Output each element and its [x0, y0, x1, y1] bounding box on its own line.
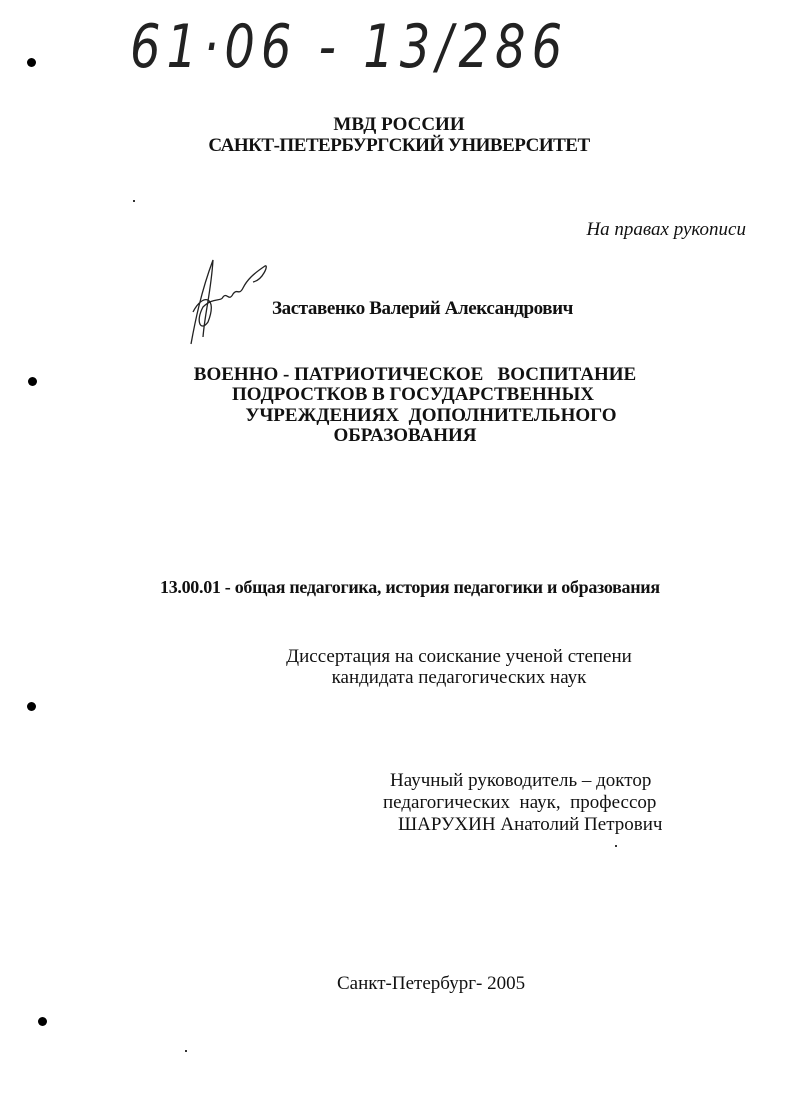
binding-hole-dot — [38, 1017, 47, 1026]
degree-line2: кандидата педагогических наук — [331, 667, 587, 688]
specialty-code: 13.00.01 - общая педагогика, история педагогики и образования — [160, 577, 660, 597]
title-line-4: ОБРАЗОВАНИЯ — [333, 425, 477, 446]
supervisor-line1: Научный руководитель – доктор — [390, 770, 652, 791]
degree-line1: Диссертация на соискание ученой степени — [286, 646, 632, 667]
manuscript-note: На правах рукописи — [586, 219, 746, 240]
handwritten-archive-number: 61·06 - 13/286 — [130, 12, 569, 82]
scan-speck — [185, 1050, 187, 1052]
title-line-3: УЧРЕЖДЕНИЯХ ДОПОЛНИТЕЛЬНОГО — [245, 405, 617, 426]
title-line-1: ВОЕННО - ПАТРИОТИЧЕСКОЕ ВОСПИТАНИЕ — [193, 364, 637, 385]
supervisor-name: ШАРУХИН Анатолий Петрович — [398, 814, 663, 835]
author-name: Заставенко Валерий Александрович — [272, 298, 573, 319]
scan-speck — [133, 200, 135, 202]
title-line-2: ПОДРОСТКОВ В ГОСУДАРСТВЕННЫХ — [232, 384, 594, 405]
binding-hole-dot — [27, 58, 36, 67]
scan-speck — [615, 845, 617, 847]
supervisor-line2: педагогических наук, профессор — [383, 792, 657, 813]
institution-line2: САНКТ-ПЕТЕРБУРГСКИЙ УНИВЕРСИТЕТ — [208, 135, 590, 156]
place-year: Санкт-Петербург- 2005 — [337, 973, 526, 994]
institution-line1: МВД РОССИИ — [333, 114, 465, 135]
binding-hole-dot — [27, 702, 36, 711]
signature-icon — [183, 252, 278, 347]
